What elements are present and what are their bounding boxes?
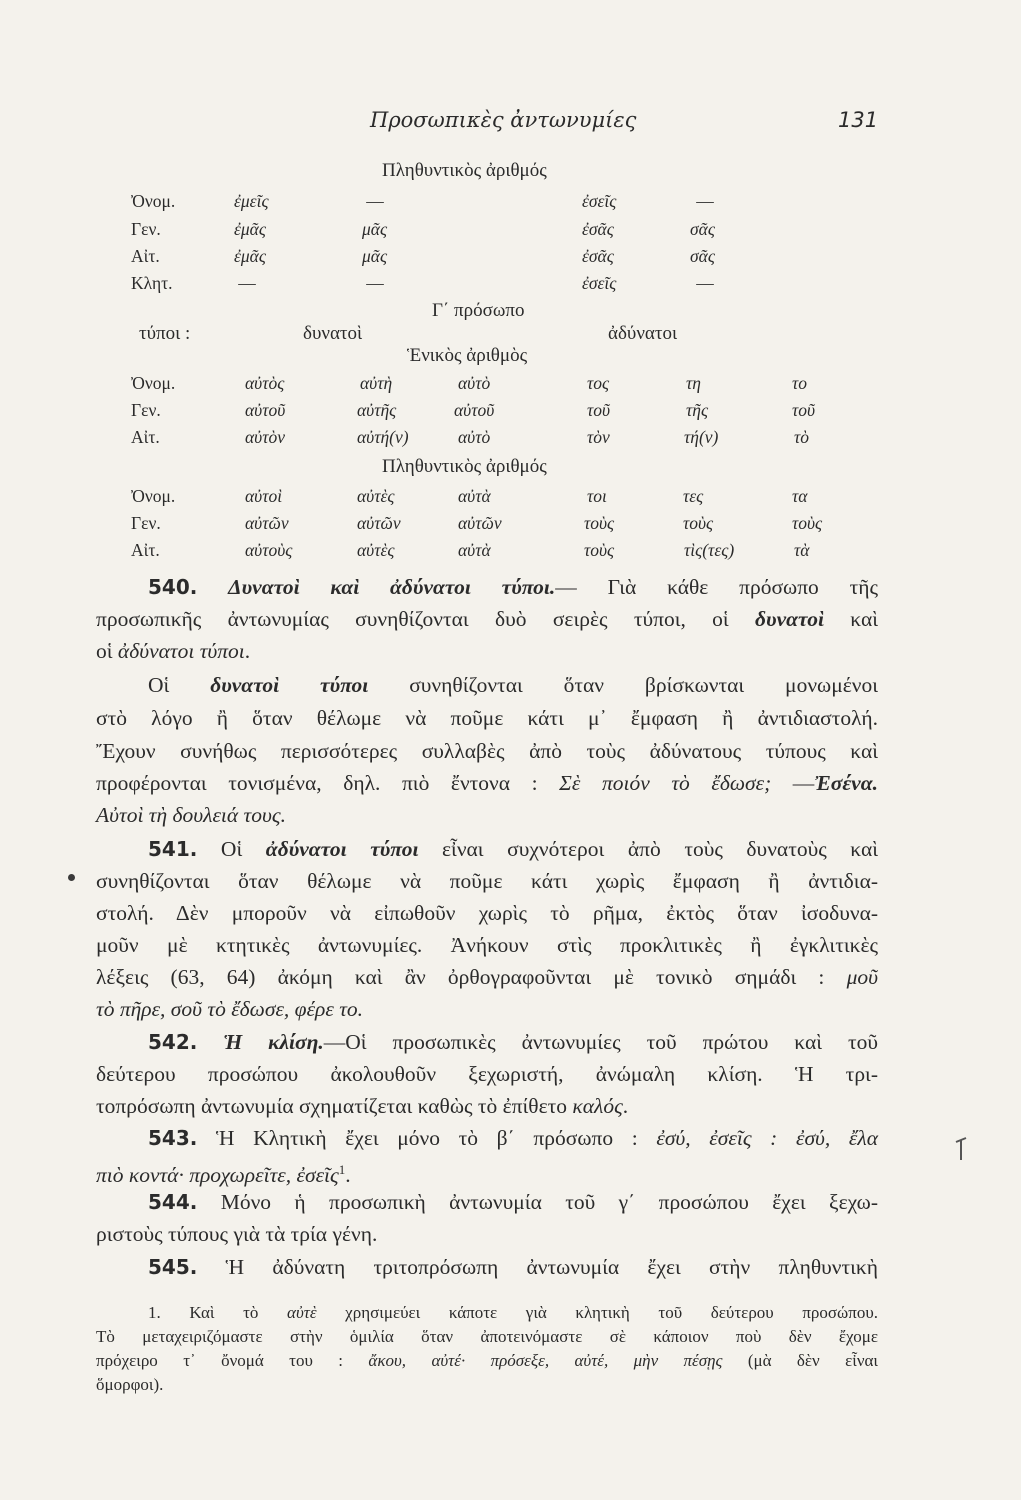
text-span: —Οἱ προσωπικὲς ἀντωνυμίες τοῦ πρώτου καὶ τοῦ (323, 1030, 878, 1054)
table-cell: — (696, 273, 714, 293)
paragraph-541-line: στολή. Δὲν μποροῦν νὰ εἰπωθοῦν χωρὶς τὸ ρῆμα, ἐκτὸς ὅταν ἰσοδυνα- (96, 901, 878, 925)
paragraph-543-line (96, 1155, 878, 1190)
singular-heading: Ἑνικὸς ἀριθμὸς (407, 345, 528, 366)
footnote-line (96, 1350, 878, 1372)
text-span: Οἱ (197, 837, 266, 861)
table-cell: τοῦ (792, 400, 816, 420)
strong-forms-label: δυνατοὶ (303, 323, 363, 344)
paragraph-544-line: ριστοὺς τύπους γιὰ τὰ τρία γένη. (96, 1222, 378, 1246)
table-cell: ἐμεῖς (234, 191, 269, 211)
table-cell: μᾶς (362, 246, 388, 266)
table-cell: τοὺς (683, 513, 714, 533)
table-cell: αὐτὲς (357, 486, 395, 506)
table-cell: τοι (587, 486, 607, 506)
text-span: συνηθίζονται ὅταν βρίσκωνται μονωμένοι (368, 673, 879, 697)
table-cell: σᾶς (690, 219, 715, 239)
table-heading-plural: Πληθυντικὸς ἀριθμός (382, 160, 547, 181)
text-span: καὶ (823, 607, 878, 631)
third-person-heading: Γ΄ πρόσωπο (432, 300, 525, 321)
text-span: αὐτὲ (287, 1303, 317, 1322)
table-cell: τὰ (794, 540, 810, 560)
table-cell: ἐμᾶς (234, 219, 266, 239)
text-span: Οἱ (148, 673, 211, 697)
table-cell: αὐτῶν (245, 513, 289, 533)
paragraph-541-line: τὸ πῆρε, σοῦ τὸ ἔδωσε, φέρε το. (96, 997, 364, 1021)
text-span: ἀδύνατοι τύποι (117, 639, 245, 663)
text-span: Ἡ ἀδύνατη τριτοπρόσωπη ἀντωνυμία ἔχει στὴν πληθυντικὴ (197, 1255, 878, 1279)
section-title: Δυνατοὶ καὶ ἀδύνατοι τύποι. (228, 575, 556, 599)
text-span: πρόχειρο τ᾿ ὄνομά του : (96, 1351, 369, 1370)
table-cell: — (366, 273, 384, 293)
table-cell: ἐσεῖς (582, 273, 617, 293)
weak-forms-label: ἀδύνατοι (608, 323, 678, 344)
plural-heading-third: Πληθυντικὸς ἀριθμός (382, 456, 547, 477)
table-cell: ἐμᾶς (234, 246, 266, 266)
paragraph-544-line (148, 1187, 878, 1217)
table-cell: τοὺς (584, 513, 615, 533)
table-cell: αὐτὸ (458, 427, 491, 447)
table-cell: αὐτὴ (360, 373, 393, 393)
section-number: 542. (148, 1030, 198, 1054)
table-cell: — (238, 273, 256, 293)
table-cell: αὐτοῦ (454, 400, 495, 420)
table-cell: τὸν (587, 427, 610, 447)
table-cell: αὐτή(ν) (357, 427, 409, 447)
text-span: — Γιὰ κάθε πρόσωπο τῆς (555, 575, 878, 599)
section-number: 541. (148, 837, 198, 861)
text-span: 1. Καὶ τὸ (148, 1303, 288, 1322)
running-header-title: Προσωπικὲς ἀντωνυμίες (370, 108, 637, 132)
table-cell: — (366, 191, 384, 211)
paragraph-line (96, 768, 878, 798)
section-number: 540. (148, 575, 198, 599)
table-cell: αὐτοὺς (245, 540, 293, 560)
text-span: ἐσύ, ἐσεῖς : ἐσύ, ἔλα (656, 1126, 878, 1150)
text-span: πιὸ κοντά· προχωρεῖτε, ἐσεῖς (96, 1163, 339, 1188)
paragraph-line: στὸ λόγο ἢ ὅταν θέλωμε νὰ ποῦμε κάτι μ᾿ ἔμφαση ἢ ἀντιδιαστολή. (96, 706, 878, 730)
section-number: 543. (148, 1126, 198, 1150)
table-cell: τοὺς (792, 513, 823, 533)
text-span: εἶναι συχνότεροι ἀπὸ τοὺς δυνατοὺς καὶ (418, 837, 878, 861)
case-label: Ὀνομ. (131, 373, 176, 393)
table-cell: αὐτοῦ (245, 400, 286, 420)
text-span: (μὰ δὲν εἶναι (722, 1351, 878, 1370)
table-cell: τες (683, 486, 704, 506)
page-number: 131 (838, 108, 879, 132)
text-span: Ἐσένα. (814, 771, 878, 795)
paragraph-line: Αὐτοὶ τὴ δουλειά τους. (96, 803, 286, 827)
paragraph-541-line (96, 962, 878, 992)
table-cell: τῆς (686, 400, 709, 420)
table-cell: ἐσᾶς (582, 246, 614, 266)
text-span: δυνατοὶ (755, 607, 824, 631)
paragraph-545-line (148, 1252, 878, 1282)
text-span: . (244, 639, 251, 663)
paragraph-543-line (148, 1123, 878, 1153)
section-number: 544. (148, 1190, 198, 1214)
table-cell: αὐτὲς (357, 540, 395, 560)
table-cell: το (792, 373, 808, 393)
margin-mark-icon (955, 1136, 967, 1162)
case-label: Αἰτ. (131, 540, 160, 560)
paragraph-line (148, 670, 878, 700)
table-cell: αὐτὸ (458, 373, 491, 393)
table-cell: ἐσᾶς (582, 219, 614, 239)
case-label: Ὀνομ. (131, 191, 176, 211)
text-span: ἀδύνατοι τύποι (265, 837, 419, 861)
table-cell: ἐσεῖς (582, 191, 617, 211)
table-cell: αὐτὰ (458, 486, 491, 506)
ink-dot (68, 874, 75, 881)
table-cell: τὸ (794, 427, 810, 447)
table-cell: τη (686, 373, 701, 393)
footnote-line (148, 1302, 878, 1324)
case-label: Κλητ. (131, 273, 173, 293)
text-span: . (622, 1094, 629, 1118)
table-cell: αὐτὸν (245, 427, 285, 447)
footnote-line: Τὸ μεταχειριζόμαστε στὴν ὁμιλία ὅταν ἀποτεινόμαστε σὲ κάποιον ποὺ δὲν ἔχομε (96, 1327, 878, 1346)
table-cell: τή(ν) (684, 427, 719, 447)
paragraph-542-line (96, 1091, 878, 1121)
section-number: 545. (148, 1255, 198, 1279)
case-label: Ὀνομ. (131, 486, 176, 506)
text-span: προσωπικῆς ἀντωνυμίας συνηθίζονται δυὸ σειρὲς τύποι, οἱ (96, 607, 756, 631)
table-cell: αὐτὰ (458, 540, 491, 560)
table-cell: τα (792, 486, 808, 506)
section-title: Ἡ κλίση. (197, 1030, 324, 1054)
paragraph-541-line (148, 834, 878, 864)
text-span: . (345, 1163, 351, 1188)
table-cell: αὐτῆς (357, 400, 397, 420)
text-span: μοῦ (846, 965, 878, 989)
paragraph-542-line: δεύτερου προσώπου ἀκολουθοῦν ξεχωριστή, ἀνώμαλη κλίση. Ἡ τρι- (96, 1062, 878, 1086)
table-cell: αὐτῶν (458, 513, 502, 533)
text-span: Μόνο ἡ προσωπικὴ ἀντωνυμία τοῦ γ΄ προσώπου ἔχει ξεχω- (197, 1190, 878, 1214)
paragraph-541-line: μοῦν μὲ κτητικὲς ἀντωνυμίες. Ἀνήκουν στὶς προκλιτικὲς ἢ ἐγκλιτικὲς (96, 933, 878, 957)
text-span: Ἡ Κλητικὴ ἔχει μόνο τὸ β΄ πρόσωπο : (197, 1126, 657, 1150)
table-cell: τοὺς (584, 540, 615, 560)
text-span: Σὲ ποιόν τὸ ἔδωσε; (559, 771, 772, 795)
types-label: τύποι : (139, 323, 191, 344)
text-span: ἄκου, αὐτέ· πρόσεξε, αὐτέ, μὴν πέσῃς (368, 1351, 723, 1370)
paragraph-542-line (148, 1027, 878, 1057)
paragraph-541-line: συνηθίζονται ὅταν θέλωμε νὰ ποῦμε κάτι χωρὶς ἔμφαση ἢ ἀντιδια- (96, 869, 878, 893)
case-label: Αἰτ. (131, 427, 160, 447)
table-cell: σᾶς (690, 246, 715, 266)
table-cell: τος (587, 373, 610, 393)
footnote-ref: 1 (338, 1162, 346, 1177)
text-span: χρησιμεύει κάποτε γιὰ κλητικὴ τοῦ δεύτερου προσώπου. (316, 1303, 878, 1322)
case-label: Γεν. (131, 513, 161, 533)
table-cell: αὐτῶν (357, 513, 401, 533)
text-span: δυνατοὶ τύποι (210, 673, 369, 697)
table-cell: αὐτοὶ (245, 486, 283, 506)
paragraph-540-line (96, 604, 878, 634)
text-span: καλός (572, 1094, 623, 1118)
table-cell: αὐτὸς (245, 373, 285, 393)
footnote-line: ὅμορφοι). (96, 1375, 164, 1394)
paragraph-line: Ἔχουν συνήθως περισσότερες συλλαβὲς ἀπὸ τοὺς ἀδύνατους τύπους καὶ (96, 739, 878, 763)
case-label: Γεν. (131, 219, 161, 239)
table-cell: — (696, 191, 714, 211)
table-cell: τοῦ (587, 400, 611, 420)
text-span: λέξεις (63, 64) ἀκόμη καὶ ἂν ὀρθογραφοῦνται μὲ τονικὸ σημάδι : (96, 965, 847, 989)
table-cell: τὶς(τες) (684, 540, 735, 560)
text-span: τοπρόσωπη ἀντωνυμία σχηματίζεται καθὼς τὸ ἐπίθετο (96, 1094, 573, 1118)
text-span: προφέρονται τονισμένα, δηλ. πιὸ ἔντονα : (96, 771, 560, 795)
paragraph-540-line (148, 572, 878, 602)
table-cell: μᾶς (362, 219, 388, 239)
case-label: Αἰτ. (131, 246, 160, 266)
paragraph-540-line (96, 636, 878, 666)
text-span: οἱ (96, 639, 118, 663)
text-span: — (771, 771, 815, 795)
case-label: Γεν. (131, 400, 161, 420)
